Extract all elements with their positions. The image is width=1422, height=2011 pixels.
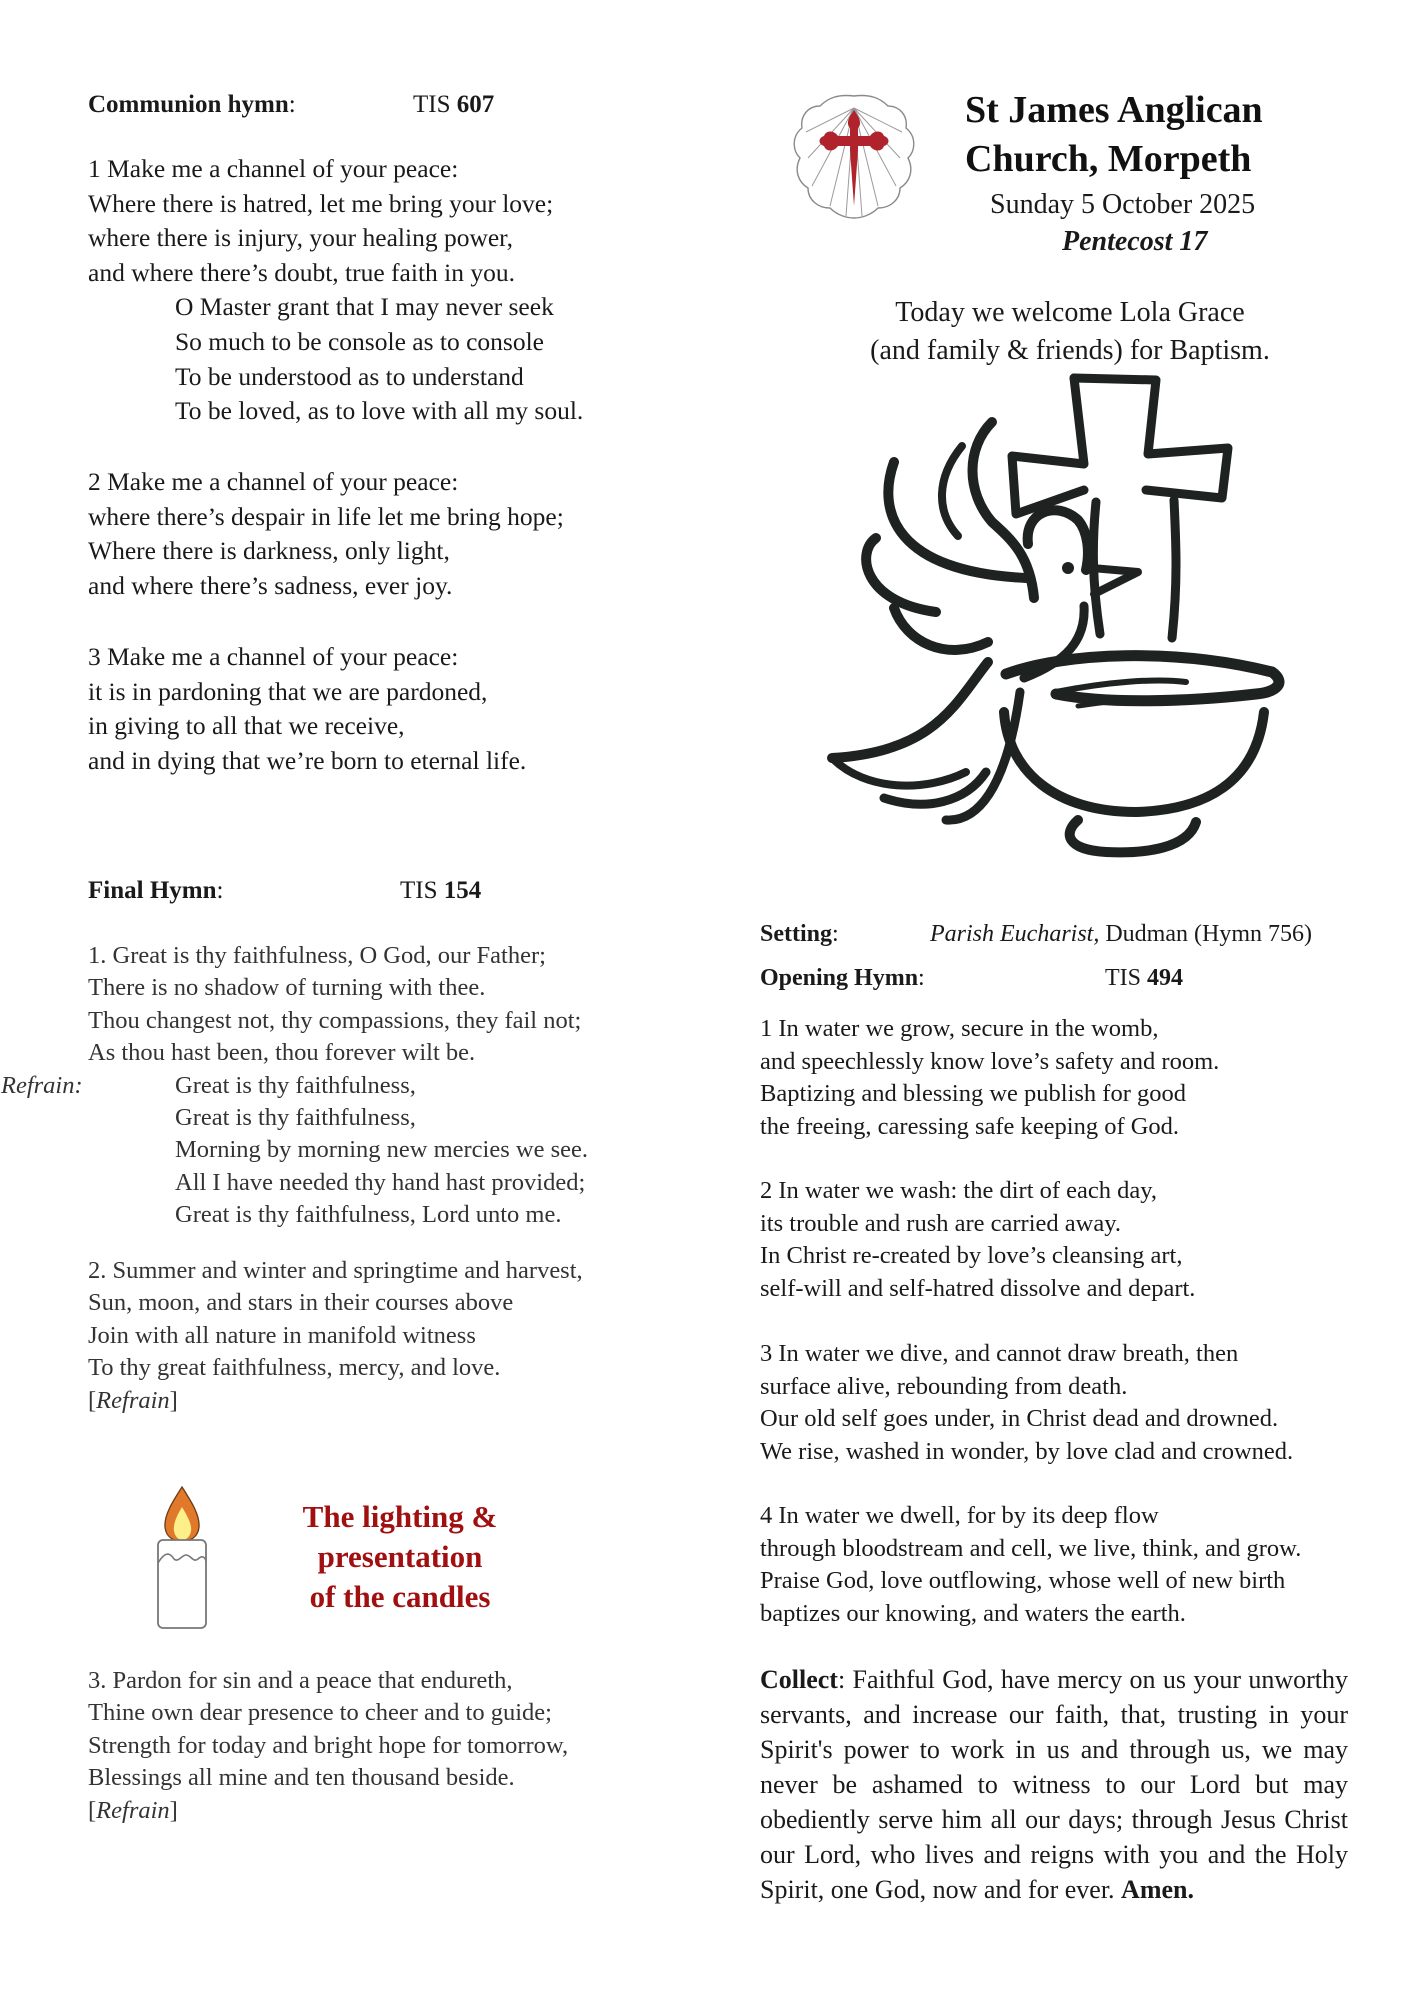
verse-line: its trouble and rush are carried away. <box>760 1209 1121 1237</box>
candle-icon <box>155 1485 210 1630</box>
verse-line: where there’s despair in life let me bring hope; <box>88 501 564 531</box>
verse-line: 3 Make me a channel of your peace: <box>88 642 459 671</box>
refrain-word: Refrain <box>96 1386 170 1414</box>
verse-line: 3 In water we dive, and cannot draw breath, then <box>760 1340 1239 1367</box>
dove-cross-font-illustration-icon <box>816 372 1336 872</box>
verse-line: Thine own dear presence to cheer and to guide; <box>88 1699 552 1727</box>
opening-verse-3 <box>760 1338 1293 1468</box>
candles-heading <box>270 1497 530 1617</box>
refrain-word: Refrain <box>96 1796 170 1824</box>
refrain-reference: [Refrain] <box>88 1796 178 1824</box>
verse-line: it is in pardoning that we are pardoned, <box>88 676 488 706</box>
setting-value <box>930 918 1312 950</box>
candles-heading-line: presentation <box>317 1539 483 1574</box>
final-verse-1 <box>1 940 588 1232</box>
verse-line: through bloodstream and cell, we live, think, and grow. <box>760 1534 1302 1562</box>
verse-line: baptizes our knowing, and waters the earth. <box>760 1599 1186 1627</box>
verse-line: 2 Make me a channel of your peace: <box>88 467 459 496</box>
verse-line: 2. Summer and winter and springtime and harvest, <box>88 1257 583 1284</box>
verse-line: Where there is hatred, let me bring your love; <box>88 188 554 218</box>
communion-hymn-label: Communion hymn <box>88 91 289 118</box>
refrain-line: All I have needed thy hand hast provided; <box>175 1168 586 1196</box>
chorus-line: To be loved, as to love with all my soul. <box>175 396 584 426</box>
candles-heading-line: of the candles <box>309 1579 491 1614</box>
welcome-message <box>820 294 1320 370</box>
verse-line: where there is injury, your healing power, <box>88 223 514 253</box>
refrain-reference: [Refrain] <box>88 1386 178 1414</box>
opening-verse-1 <box>760 1013 1219 1143</box>
refrain-line: Great is thy faithfulness, Lord unto me. <box>175 1201 562 1229</box>
chorus-line: O Master grant that I may never seek <box>175 292 554 322</box>
refrain-label: Refrain: <box>1 1071 83 1099</box>
chorus-line: To be understood as to understand <box>175 361 524 391</box>
church-name-line-2: Church, Morpeth <box>965 138 1252 180</box>
verse-line: Our old self goes under, in Christ dead and drowned. <box>760 1405 1279 1433</box>
verse-line: 1 Make me a channel of your peace: <box>88 154 459 183</box>
verse-line: in giving to all that we receive, <box>88 711 405 741</box>
verse-line: There is no shadow of turning with thee. <box>88 974 486 1002</box>
setting-label: Setting <box>760 921 832 947</box>
verse-line: and speechlessly know love’s safety and room. <box>760 1047 1220 1075</box>
candles-heading-line: The lighting & <box>302 1499 498 1534</box>
tis-label: TIS <box>1105 965 1141 991</box>
communion-verse-2 <box>88 465 564 603</box>
refrain-line: Great is thy faithfulness, <box>175 1104 416 1132</box>
verse-line: Where there is darkness, only light, <box>88 536 450 566</box>
scallop-shell-logo-icon <box>788 88 920 220</box>
welcome-line-2: (and family & friends) for Baptism. <box>870 335 1270 366</box>
opening-hymn-colon: : <box>918 965 925 991</box>
opening-hymn-heading <box>760 962 1183 994</box>
verse-line: surface alive, rebounding from death. <box>760 1372 1128 1400</box>
refrain-line: Morning by morning new mercies we see. <box>175 1136 588 1164</box>
hymn-number: 494 <box>1147 965 1183 991</box>
setting-composer: Dudman (Hymn 756) <box>1099 921 1312 947</box>
communion-verse-3 <box>88 640 526 778</box>
opening-verse-4 <box>760 1500 1301 1630</box>
final-hymn-heading <box>88 874 482 908</box>
hymn-number: 154 <box>443 877 482 904</box>
final-hymn-number <box>400 874 481 908</box>
verse-line: 3. Pardon for sin and a peace that endureth, <box>88 1667 513 1694</box>
setting-line <box>760 918 1312 950</box>
verse-line: Sun, moon, and stars in their courses above <box>88 1289 514 1317</box>
verse-line: 1. Great is thy faithfulness, O God, our Father; <box>88 942 546 969</box>
collect-amen: Amen. <box>1121 1875 1194 1904</box>
collect-prayer <box>760 1662 1348 1907</box>
opening-verse-2 <box>760 1175 1195 1305</box>
communion-verse-1 <box>88 152 583 429</box>
verse-line: Strength for today and bright hope for tomorrow, <box>88 1731 569 1759</box>
verse-line: 4 In water we dwell, for by its deep flow <box>760 1502 1159 1529</box>
collect-text: Faithful God, have mercy on us your unworthy servants, and increase our faith, that, trusting in your Spirit's power to work in us and through us, we may never be ashamed to witness to our Lord but may obediently serve him all our days; through Jesus Christ our Lord, who lives and reigns with you and the Holy Spirit, one God, now and for ever. <box>760 1665 1348 1904</box>
verse-line: Praise God, love outflowing, whose well of new birth <box>760 1567 1286 1595</box>
collect-label: Collect <box>760 1665 838 1694</box>
refrain-first-line <box>1 1070 588 1102</box>
verse-line: the freeing, caressing safe keeping of God. <box>760 1112 1180 1140</box>
communion-hymn-heading <box>88 88 495 122</box>
verse-line: As thou hast been, thou forever wilt be. <box>88 1039 476 1067</box>
final-verse-2 <box>88 1255 583 1417</box>
opening-hymn-number <box>1105 962 1183 994</box>
verse-line: We rise, washed in wonder, by love clad and crowned. <box>760 1437 1294 1465</box>
liturgical-occasion: Pentecost 17 <box>1062 226 1208 257</box>
opening-hymn-label: Opening Hymn <box>760 965 919 991</box>
setting-title: Parish Eucharist, <box>930 921 1100 947</box>
chorus-line: So much to be console as to console <box>175 326 544 356</box>
verse-line: Baptizing and blessing we publish for good <box>760 1080 1186 1108</box>
verse-line: 2 In water we wash: the dirt of each day, <box>760 1177 1158 1204</box>
communion-hymn-number <box>413 88 494 122</box>
welcome-line-1: Today we welcome Lola Grace <box>895 297 1245 328</box>
verse-line: Thou changest not, thy compassions, they fail not; <box>88 1006 582 1034</box>
verse-line: In Christ re-created by love’s cleansing art, <box>760 1242 1183 1270</box>
collect-colon: : <box>837 1665 846 1694</box>
setting-colon: : <box>832 921 839 947</box>
verse-line: and in dying that we’re born to eternal life. <box>88 745 527 775</box>
verse-line: Join with all nature in manifold witness <box>88 1321 476 1349</box>
communion-hymn-colon: : <box>288 91 296 118</box>
verse-line: self-will and self-hatred dissolve and depart. <box>760 1274 1196 1302</box>
tis-label: TIS <box>400 877 438 904</box>
service-date: Sunday 5 October 2025 <box>990 189 1256 220</box>
verse-line: To thy great faithfulness, mercy, and love. <box>88 1354 501 1382</box>
verse-line: Blessings all mine and ten thousand beside. <box>88 1764 515 1792</box>
church-name-line-1: St James Anglican <box>965 89 1263 131</box>
final-hymn-colon: : <box>216 877 224 904</box>
final-hymn-label: Final Hymn <box>88 877 217 904</box>
verse-line: and where there’s doubt, true faith in you. <box>88 257 516 287</box>
church-name <box>965 86 1263 184</box>
final-verse-3 <box>88 1665 568 1827</box>
tis-label: TIS <box>413 91 451 118</box>
refrain-text: Great is thy faithfulness, <box>175 1071 416 1099</box>
hymn-number: 607 <box>456 91 495 118</box>
verse-line: 1 In water we grow, secure in the womb, <box>760 1015 1159 1042</box>
verse-line: and where there’s sadness, ever joy. <box>88 570 453 600</box>
